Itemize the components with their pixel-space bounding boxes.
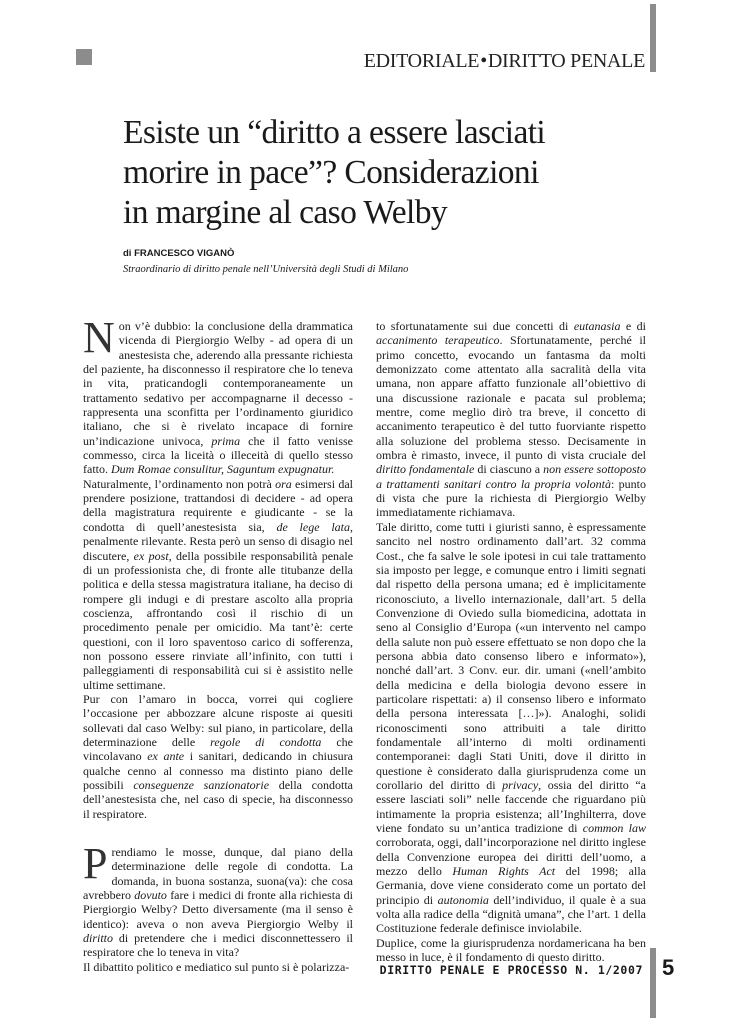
text-run: del 1998; alla Germania, dove viene considerato come un portato del principio di — [376, 864, 646, 907]
text-run: on v’è dubbio: la conclusione della drammatica vicenda di Piergiorgio Welby - ad opera di un anestesista che, aderendo alla pressante richiesta del paziente, ha disconnesso il respiratore che lo teneva in vita, praticandogli contemporaneamente un trattamento sedativo per accompagnarne il decesso - rappresenta una sconfitta per l’ordinamento giuridico italiano, che si è rivelato incapace di fornire un’indicazione univoca, — [83, 319, 353, 448]
italic-run: accanimento terapeutico — [376, 333, 500, 348]
italic-run: diritto fondamentale — [376, 462, 475, 477]
text-column-right — [376, 319, 646, 964]
section-marker-square — [76, 49, 92, 65]
text-run: della condotta dell’anestesista che, nel caso di specie, ha disconnesso il respiratore. — [83, 778, 353, 821]
text-run: e di — [620, 319, 646, 333]
italic-run: de lege lata — [276, 519, 350, 534]
section-left-label: EDITORIALE — [363, 50, 480, 72]
text-run: , della possibile responsabilità penale di un professionista che, di fronte alle titubanze della politica e della stessa magistratura italiane, ha deciso di rompere gli indugi e di prestare ascolto alla propria coscienza, affrontando così il rischio di un procedimento penale per omicidio. Ma tant’è: certe questioni, con il loro spaventoso carico di sofferenza, non possono essere rinviate all’infinito, con tutti i palleggiamenti di responsabilità cui si è assistito nelle ultime settimane. — [83, 548, 354, 692]
section-gap — [83, 821, 353, 845]
section-right-label: DIRITTO PENALE — [487, 50, 645, 72]
text-column-left — [83, 313, 354, 974]
italic-run: Dum Romae consulitur, Saguntum expugnatur. — [111, 462, 335, 477]
text-run: to sfortunatamente sui due concetti di — [376, 319, 574, 333]
author-affiliation: Straordinario di diritto penale nell’Università degli Studi di Milano — [123, 264, 409, 275]
italic-run: regole di condotta — [210, 734, 322, 749]
paragraph: Duplice, come la giurisprudenza nordamericana ha ben messo in luce, è il fondamento di questo diritto. — [376, 935, 646, 965]
text-run: rendiamo le mosse, dunque, dal piano della determinazione delle regole di condotta. La domanda, in buona sostanza, suona(va): che cosa avrebbero — [83, 845, 353, 903]
italic-run: autonomia — [437, 892, 489, 907]
top-vertical-bar — [650, 4, 656, 72]
italic-run: eutanasia — [573, 319, 621, 333]
text-run: . Sfortunatamente, perché il primo concetto, evocando un fantasma da molti demonizzato come attentato alla sacralità della vita umana, non appare affatto funzionale all’obiettivo di una discussione razionale e pacata sul problema; mentre, come meglio dirò tra breve, il concetto di accanimento terapeutico è del tutto fuorviante rispetto alla soluzione del problema stesso. Decisamente in ombra è rimasto, invece, il punto di vista cruciale del — [376, 333, 646, 463]
text-run: Naturalmente, l’ordinamento non potrà — [83, 476, 276, 491]
italic-run: common law — [582, 821, 647, 836]
paragraph — [376, 319, 646, 520]
italic-run: privacy — [502, 778, 539, 792]
italic-run: non essere sottoposto a trattamenti sanitari contro la propria volontà — [376, 462, 646, 491]
text-run: Pur con l’amaro in bocca, vorrei qui cogliere l’occasione per abbozzare alcune risposte ai quesiti sollevati dal caso Welby: sul piano, in particolare, della determinazione delle — [83, 691, 353, 749]
text-run: dell’individuo, il quale è a sua volta alla radice della “dignità umana”, che l’art. 1 della Costituzione federale definisce inviolabile. — [376, 892, 646, 936]
paragraph — [376, 520, 646, 936]
text-run: i sanitari, dedicando in chiusura qualche cenno al connesso ma distinto piano delle possibili — [83, 749, 354, 792]
article-title: Esiste un “diritto a essere lasciati morire in pace”? Considerazioni in margine al caso Welby — [123, 114, 546, 231]
italic-run: conseguenze sanzionatorie — [133, 778, 270, 792]
text-run: , ossia del diritto “a essere lasciati soli” nelle faccende che riguardano più intimamente la propria esistenza; all’Inghilterra, dove viene fondato su un’antica tradizione di — [376, 778, 646, 836]
paragraph — [83, 477, 353, 692]
text-run: fare i medici di fronte alla richiesta di Piergiorgio Welby? Detto diversamente (ma il senso è identico): aveva o non aveva Piergiorgio Welby il — [83, 888, 353, 931]
text-run: : punto di vista che pure la richiesta di Piergiorgio Welby immediatamente richiamava. — [376, 476, 646, 520]
italic-run: ex ante — [147, 749, 185, 764]
section-separator: • — [480, 50, 487, 72]
italic-run: diritto — [83, 931, 114, 946]
drop-cap: P — [83, 839, 108, 889]
text-run: Tale diritto, come tutti i giuristi sanno, è espressamente sancito nel nostro ordinamento dall’art. 32 comma Cost., che fa salve le sole ipotesi in cui tale trattamento sia imposto per legge, e comunque entro i limiti segnati dal rispetto della persona umana; ed è implicitamente riconosciuto, a livello internazionale, dall’art. 5 della Convenzione di Oviedo sulla biomedicina, adottata in seno al Consiglio d’Europa («un intervento nel campo della salute non può essere effettuato se non dopo che la persona abbia dato consenso libero e informato»), nonché dall’art. 3 Conv. eur. dir. umani («nell’ambito della medicina e della biologia devono essere in particolare rispettati: a) il consenso libero e informato della persona interessata […]»). Analoghi, solidi riconoscimenti sono attribuiti a tale diritto fondamentale all’interno di molti ordinamenti contemporanei: dagli Stati Uniti, dove il diritto in questione è considerato dalla giurisprudenza come un corollario del diritto di — [376, 519, 646, 792]
text-run: di pretendere che i medici disconnettessero il respiratore che lo teneva in vita? — [83, 931, 353, 960]
paragraph — [83, 839, 353, 960]
text-run: esimersi dal prendere posizione, trattandosi di decidere - ad opera della magistratura requirente e giudicante - se la condotta di quell’anestesista sia, — [83, 476, 353, 534]
drop-cap: N — [83, 313, 115, 362]
text-run: che il fatto venisse commesso, circa la liceità o illeceità di quello stesso fatto. — [83, 433, 353, 477]
italic-run: dovuto — [134, 888, 167, 903]
italic-run: Human Rights Act — [452, 864, 556, 879]
text-run: , penalmente rilevante. Resta però un senso di disagio nel discutere, — [83, 519, 353, 563]
paragraph — [83, 313, 353, 477]
journal-footer: DIRITTO PENALE E PROCESSO N. 1/2007 — [379, 963, 643, 977]
bottom-vertical-bar — [650, 948, 656, 1018]
article-byline: di FRANCESCO VIGANÒ — [123, 248, 235, 259]
text-run: che vincolavano — [83, 734, 353, 764]
text-run: di ciascuno a — [474, 462, 544, 477]
italic-run: ora — [275, 476, 292, 491]
paragraph — [83, 692, 353, 821]
section-header — [364, 50, 645, 73]
paragraph: Il dibattito politico e mediatico sul punto si è polarizza- — [83, 959, 350, 974]
page-number: 5 — [662, 955, 675, 980]
italic-run: ex post — [133, 548, 169, 563]
text-run: corroborata, oggi, dall’incorporazione nel diritto inglese della Convenzione europea dei diritti dell’uomo, a mezzo dello — [376, 835, 646, 879]
italic-run: prima — [211, 433, 241, 448]
